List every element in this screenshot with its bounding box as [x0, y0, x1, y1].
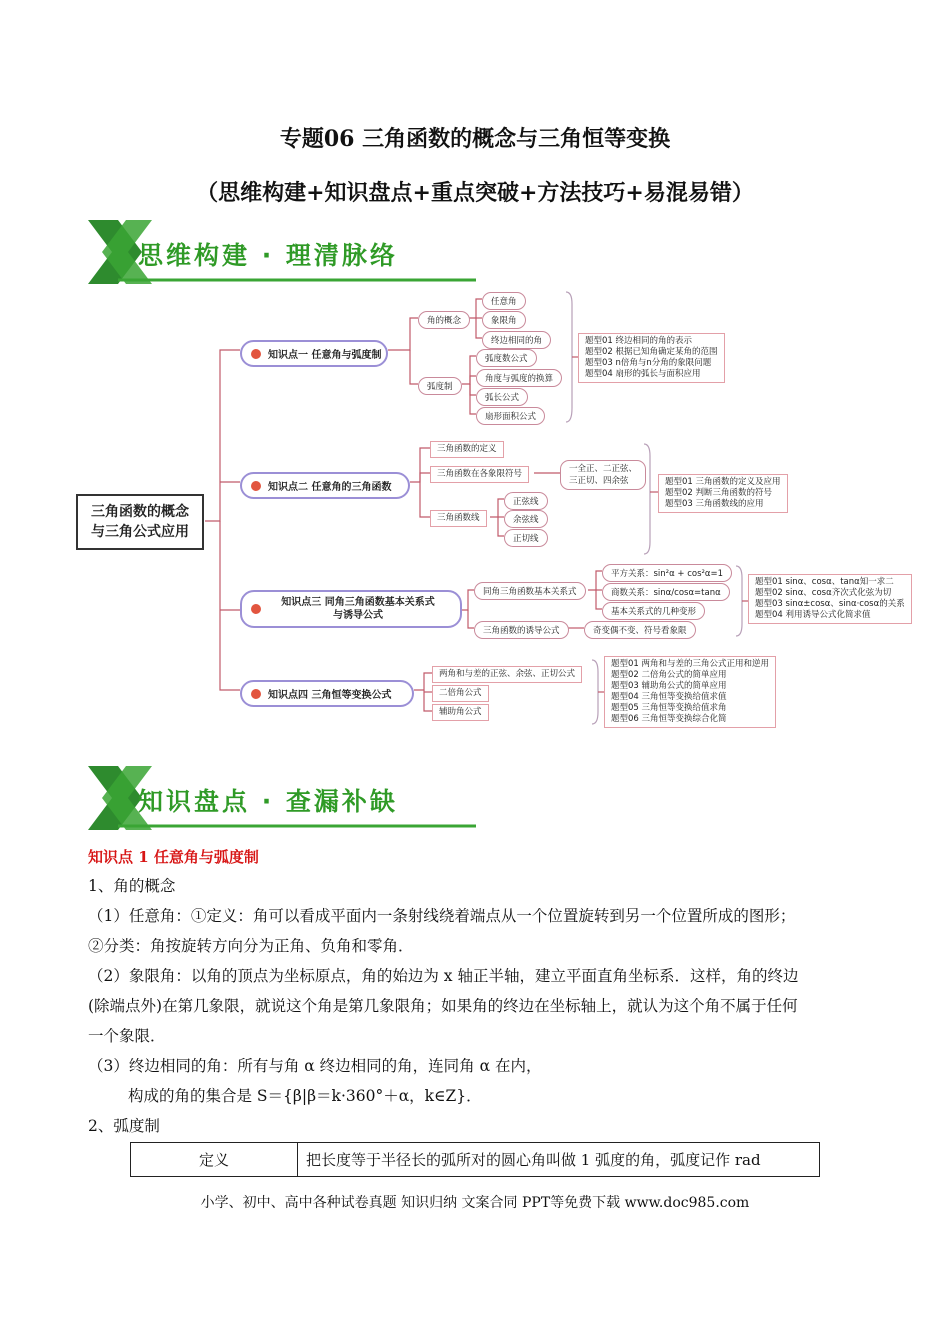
types-box-3: [748, 574, 912, 624]
section-banner-knowledge: [88, 766, 478, 830]
type-item: 题型02 根据已知角确定某角的范围: [585, 347, 718, 357]
node-radian: 弧度制: [418, 377, 462, 395]
text-line: ②分类：角按旋转方向分为正角、负角和零角．: [88, 937, 414, 955]
node-arc-length: 弧长公式: [476, 388, 528, 406]
type-item: 题型02 判断三角函数的符号: [665, 488, 773, 498]
table-row: [131, 1143, 820, 1177]
node-radian-formula: 弧度数公式: [476, 349, 537, 367]
node-sign-rule: [560, 460, 646, 490]
branch-label: 知识点二 任意角的三角函数: [268, 482, 392, 493]
type-item: 题型02 sinα、cosα齐次式化弦为切: [755, 588, 892, 598]
type-item: 题型04 利用诱导公式化简求值: [755, 610, 871, 620]
red-dot-icon: [251, 481, 261, 491]
node-trig-lines: 三角函数线: [430, 510, 487, 527]
node-degree-radian-conversion: 角度与弧度的换算: [476, 369, 562, 387]
node-cosine-line: 余弦线: [504, 510, 548, 528]
page-title: 专题06 三角函数的概念与三角恒等变换: [279, 126, 671, 152]
text-line: 2、弧度制: [88, 1117, 160, 1135]
mindmap-root-line2: 与三角公式应用: [91, 524, 189, 540]
node-sector-area: 扇形面积公式: [476, 407, 545, 425]
type-item: 题型04 扇形的弧长与面积应用: [585, 369, 701, 379]
page-subtitle: （思维构建+知识盘点+重点突破+方法技巧+易混易错）: [196, 180, 754, 206]
page-footer: 小学、初中、高中各种试卷真题 知识归纳 文案合同 PPT等免费下载 www.doc985.com: [200, 1195, 750, 1211]
type-item: 题型02 二倍角公式的简单应用: [611, 670, 727, 680]
node-sum-difference: 两角和与差的正弦、余弦、正切公式: [432, 666, 582, 683]
section-banner-mindmap: [88, 220, 478, 284]
node-induction-rule: 奇变偶不变、符号看象限: [584, 621, 696, 639]
types-box-4: [604, 656, 776, 728]
node-quadrant-signs: 三角函数在各象限符号: [430, 466, 529, 483]
text-line: 构成的角的集合是 S＝{β|β＝k·360°＋α，k∈Z}．: [128, 1087, 482, 1105]
banner-mindmap-text: 思维构建 · 理清脉络: [138, 241, 398, 270]
branch-label: 知识点一 任意角与弧度制: [268, 350, 382, 361]
text-line: （3）终边相同的角：所有与角 α 终边相同的角，连同角 α 在内，: [88, 1057, 542, 1075]
definition-table: [130, 1142, 820, 1177]
node-double-angle: 二倍角公式: [432, 685, 489, 702]
branch-label: 知识点四 三角恒等变换公式: [268, 690, 392, 701]
type-item: 题型05 三角恒等变换给值求角: [611, 703, 727, 713]
node-sine-line: 正弦线: [504, 492, 548, 510]
mindmap-branch-3: [240, 590, 462, 628]
node-relation-variants: 基本关系式的几种变形: [602, 602, 705, 620]
branch-label-line1: 知识点三 同角三角函数基本关系式: [281, 597, 435, 608]
table-cell: 把长度等于半径长的弧所对的圆心角叫做 1 弧度的角，弧度记作 rad: [298, 1143, 820, 1177]
red-dot-icon: [251, 349, 261, 359]
type-item: 题型03 辅助角公式的简单应用: [611, 681, 727, 691]
type-item: 题型01 终边相同的角的表示: [585, 336, 693, 346]
node-square-relation: 平方关系：sin²α + cos²α=1: [602, 564, 732, 582]
text-line: （2）象限角：以角的顶点为坐标原点，角的始边为 x 轴正半轴，建立平面直角坐标系．这样，角的终边: [88, 967, 799, 985]
mindmap-branch-4: [240, 680, 414, 707]
node-quotient-relation: 商数关系：sinα/cosα=tanα: [602, 583, 730, 601]
red-dot-icon: [251, 689, 261, 699]
branch-label-line2: 与诱导公式: [333, 610, 383, 621]
type-item: 题型06 三角恒等变换综合化简: [611, 714, 727, 724]
mindmap-root-line1: 三角函数的概念: [91, 504, 189, 520]
red-dot-icon: [251, 604, 261, 614]
mindmap-branch-1: [240, 340, 388, 367]
type-item: 题型01 sinα、cosα、tanα知一求二: [755, 577, 894, 587]
text-line: 一个象限．: [88, 1027, 166, 1045]
type-item: 题型04 三角恒等变换给值求值: [611, 692, 727, 702]
node-trig-definition: 三角函数的定义: [430, 441, 504, 458]
text-line: (除端点外)在第几象限，就说这个角是第几象限角；如果角的终边在坐标轴上，就认为这个角不属于任何: [88, 997, 798, 1015]
type-item: 题型01 两角和与差的三角公式正用和逆用: [611, 659, 770, 669]
mindmap-branch-2: [240, 472, 410, 499]
node-any-angle: 任意角: [482, 292, 526, 310]
mindmap-root: [76, 494, 204, 550]
sign-rule-line2: 三正切、四余弦: [569, 476, 629, 486]
node-induction-formulas: 三角函数的诱导公式: [474, 621, 569, 639]
text-line: 1、角的概念: [88, 877, 176, 895]
types-box-2: [658, 474, 788, 513]
type-item: 题型03 sinα±cosα、sinα·cosα的关系: [755, 599, 905, 609]
banner-knowledge-text: 知识盘点 · 查漏补缺: [138, 787, 398, 816]
types-box-1: [578, 333, 725, 383]
node-coterminal-angle: 终边相同的角: [482, 331, 551, 349]
type-item: 题型03 n倍角与n分角的象限问题: [585, 358, 712, 368]
type-item: 题型03 三角函数线的应用: [665, 499, 764, 509]
node-auxiliary-angle: 辅助角公式: [432, 704, 489, 721]
node-basic-relations: 同角三角函数基本关系式: [474, 582, 586, 600]
text-line: （1）任意角：①定义：角可以看成平面内一条射线绕着端点从一个位置旋转到另一个位置所成的图形；: [88, 907, 796, 925]
node-tangent-line: 正切线: [504, 529, 548, 547]
node-quadrant-angle: 象限角: [482, 311, 526, 329]
type-item: 题型01 三角函数的定义及应用: [665, 477, 781, 487]
node-angle-concept: 角的概念: [418, 311, 470, 329]
section-heading: 知识点 1 任意角与弧度制: [88, 848, 259, 866]
sign-rule-line1: 一全正、二正弦、: [569, 464, 638, 474]
table-cell: 定义: [131, 1143, 298, 1177]
